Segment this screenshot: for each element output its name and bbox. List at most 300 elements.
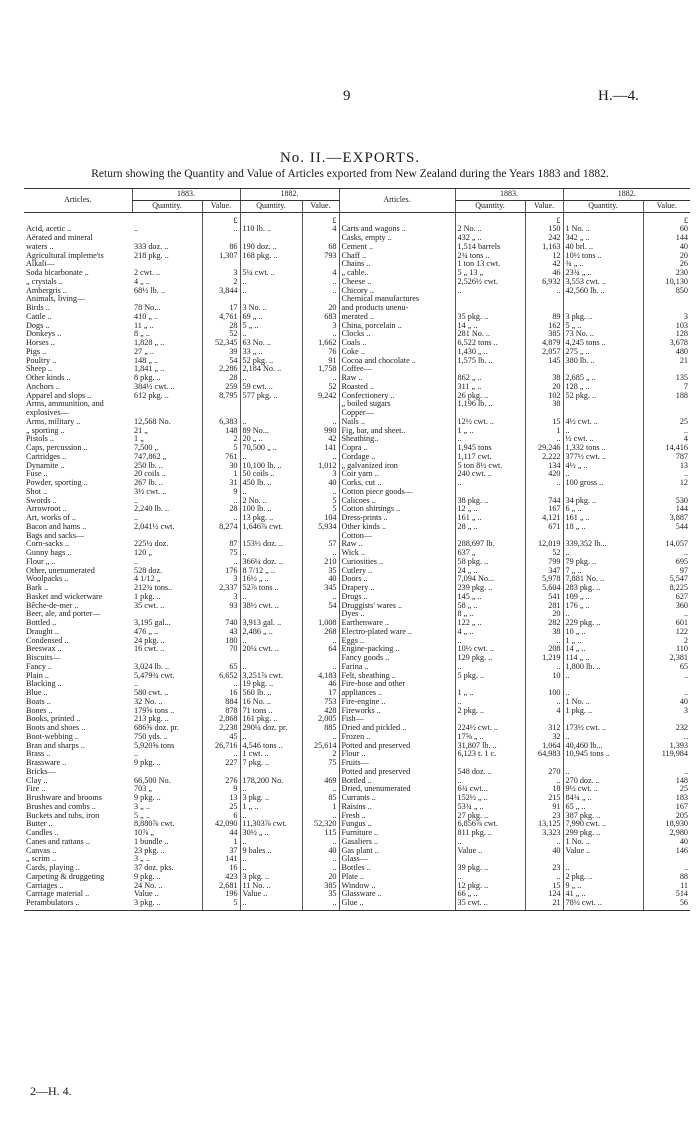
value-1883-right-cell: 102 [525,392,563,401]
quantity-1882-left-cell: .. [240,899,302,910]
quantity-1882-left-cell: 71 tons .. [240,707,302,716]
quantity-1883-right-cell: 145 „ .. [455,593,525,602]
value-1883-right-cell: 91 [525,803,563,812]
value-1882-right-cell: 148 [643,777,690,786]
quantity-1882-right-cell: 176 „ .. [563,602,643,611]
article-right-cell: Doors .. [339,575,455,584]
quantity-1882-left-cell: 3 pkg. .. [240,873,302,882]
quantity-1882-left-cell: 5 „ .. [240,322,302,331]
quantity-1883-right-cell: 1,196 lb. .. [455,400,525,409]
table-row [24,873,690,882]
quantity-1883-right-cell: .. [455,838,525,847]
article-right-cell: Chemical manufactures [339,295,455,304]
article-left-cell: „ scrim .. [26,855,57,864]
quantity-header: Quantity. [240,200,302,212]
value-1883-left-cell: 1 [202,838,240,847]
article-right-cell: Calicoes .. [339,497,455,506]
quantity-1882-left-cell: 2 No. .. [240,497,302,506]
quantity-1883-right-cell [455,212,525,225]
article-left-cell: Corn-sacks .. [26,540,69,549]
article-right-cell: Farina .. [339,663,455,672]
value-1883-right-cell: .. [525,777,563,786]
table-row [24,357,690,366]
value-1882-right-cell: 3 [643,707,690,716]
value-1883-right-cell: 23 [525,864,563,873]
quantity-1883-left-cell: 32 No. .. [134,697,163,706]
article-left-cell: Other, unenumerated [26,566,95,575]
quantity-1883-left-cell [132,400,202,409]
value-1883-right-cell: 100 [525,689,563,698]
value-1883-right-cell: 270 [525,768,563,777]
quantity-1882-right-cell: 339,352 lb... [563,540,643,549]
value-1883-right-cell: 4,121 [525,514,563,523]
article-left-cell: „ crystals .. [26,277,63,286]
quantity-1883-left-cell: 2 cwt. .. [134,269,161,277]
quantity-1882-left-cell: 70,500 „ .. [240,444,302,453]
article-right-cell: Flour .. [339,750,455,759]
article-right-cell: Plate .. [339,873,455,882]
value-1882-right-cell: 2,980 [643,829,690,838]
quantity-1882-right-cell: 1,332 tons .. [563,444,643,453]
article-right-cell: Chaff .. [339,252,455,261]
quantity-1883-left-cell: .. [134,496,139,505]
value-1882-left-cell: 1,008 [302,619,339,628]
quantity-1882-right-cell: 100 gross .. [563,479,643,488]
table-row [24,549,690,558]
quantity-1883-right-cell: 239 pkg. .. [455,584,525,593]
table-body [24,212,690,910]
value-1882-left-cell: .. [302,838,339,847]
value-1882-left-cell: .. [302,812,339,821]
article-right-cell: Dried and pickled .. [339,724,455,733]
value-1883-left-cell: .. [202,514,240,523]
value-1883-left-cell: .. [202,680,240,689]
quantity-1882-right-cell [563,400,643,409]
article-right-cell: Potted and preserved [339,742,455,751]
quantity-1882-right-cell: 3 pkg. .. [563,313,643,322]
value-1882-right-cell: 627 [643,593,690,602]
quantity-header: Quantity. [563,200,643,212]
article-right-cell: „ cable.. [339,269,455,278]
exports-table [24,188,690,911]
value-1883-right-cell: 242 [525,234,563,243]
article-left-cell: Bêche-de-mer .. [26,601,79,610]
value-1883-right-cell: 134 [525,462,563,471]
value-1882-left-cell: 40 [302,575,339,584]
value-1883-left-cell: 28 [202,322,240,331]
value-1882-left-cell: .. [302,549,339,558]
table-row [24,654,690,663]
value-1882-left-cell: .. [302,488,339,497]
quantity-1883-right-cell: 14 „ .. [455,322,525,331]
quantity-1882-right-cell [563,759,643,768]
table-row [24,470,690,479]
article-right-cell: Bottles .. [339,864,455,873]
table-row [24,785,690,794]
quantity-1883-right-cell: 53¾ „ .. [455,803,525,812]
quantity-1883-right-cell: 35 pkg. .. [455,313,525,322]
article-left-cell: Shot .. [26,487,48,496]
value-1882-right-cell: 544 [643,523,690,532]
table-row [24,532,690,541]
table-row [24,619,690,628]
year-1882-header-left: 1882. [240,189,339,201]
value-1882-right-cell [643,295,690,304]
quantity-1882-left-cell: .. [240,838,302,847]
value-1882-right-cell: 25 [643,785,690,794]
quantity-1883-right-cell: 8 „ .. [455,610,525,619]
value-1883-right-cell: 1,219 [525,654,563,663]
value-header: Value. [202,200,240,212]
value-1883-right-cell: 215 [525,794,563,803]
article-right-cell: Currants .. [339,794,455,803]
table-row [24,243,690,252]
article-left-cell: Bones .. [26,706,53,715]
quantity-1882-left-cell: .. [240,374,302,383]
value-1882-right-cell: 10,130 [643,278,690,287]
value-1883-right-cell: 1,163 [525,243,563,252]
article-left-cell: „ sporting .. [26,426,65,435]
quantity-1882-right-cell: .. [563,864,643,873]
value-1883-right-cell: 150 [525,225,563,234]
article-right-cell: Curiosities .. [339,558,455,567]
value-1883-left-cell: 8,795 [202,392,240,401]
quantity-1883-left-cell: 1,841 „ .. [134,365,165,374]
quantity-1883-right-cell: .. [455,663,525,672]
quantity-1883-right-cell: 35 cwt. .. [455,899,525,910]
quantity-1883-right-cell [455,680,525,689]
quantity-1882-right-cell: 342 „ .. [563,234,643,243]
article-right-cell: Cotton— [339,532,455,541]
quantity-1883-left-cell [132,260,202,269]
value-1883-left-cell: 423 [202,873,240,882]
article-left-cell: Clay .. [26,776,48,785]
quantity-1883-right-cell: .. [455,479,525,488]
value-1882-left-cell: .. [302,418,339,427]
table-row [24,645,690,654]
quantity-1883-left-cell [132,409,202,418]
table-row [24,663,690,672]
article-left-cell: Blacking .. [26,680,62,689]
table-row [24,497,690,506]
value-1882-right-cell: 4 [643,435,690,444]
value-1883-left-cell: 13 [202,794,240,803]
table-row [24,225,690,234]
quantity-1883-right-cell: 26 pkg. .. [455,392,525,401]
article-right-cell [339,212,455,225]
article-left-cell: Cattle .. [26,312,52,321]
value-1883-left-cell: 28 [202,374,240,383]
value-1883-left-cell: 3 [202,593,240,602]
article-right-cell: Fish— [339,715,455,724]
value-1882-right-cell: .. [643,689,690,698]
quantity-1882-left-cell: 1,646⅞ cwt. [240,523,302,532]
value-1882-right-cell: 14,416 [643,444,690,453]
value-1882-left-cell: 428 [302,707,339,716]
value-1882-left-cell: .. [302,374,339,383]
article-left-cell: Candles .. [26,829,59,837]
value-1883-right-cell: .. [525,663,563,672]
quantity-1882-left-cell: 16½ „ .. [240,575,302,584]
value-1883-left-cell: 52,345 [202,339,240,348]
quantity-1883-right-cell [455,488,525,497]
quantity-1883-left-cell: 21 „ [134,426,148,435]
value-1883-right-cell: 15 [525,882,563,891]
value-1882-left-cell: 54 [302,602,339,611]
article-right-cell: Nails .. [339,418,455,427]
value-1883-right-cell: 124 [525,890,563,899]
quantity-1882-left-cell: 178,200 No. [240,777,302,786]
article-left-cell: Caps, percussion .. [26,444,88,452]
quantity-1882-right-cell [563,488,643,497]
value-1882-left-cell: 345 [302,584,339,593]
value-1883-right-cell: 541 [525,593,563,602]
article-left-cell: Dynamite .. [26,461,65,470]
value-1882-left-cell: 683 [302,313,339,322]
value-1883-left-cell: 31 [202,479,240,488]
table-row [24,847,690,856]
value-1883-right-cell [525,715,563,724]
value-1883-right-cell [525,409,563,418]
quantity-1883-left-cell: 250 lb. .. [134,461,163,470]
value-1882-left-cell: 52 [302,383,339,392]
value-1882-left-cell: 9,242 [302,392,339,401]
article-left-cell: Powder, sporting .. [26,479,88,487]
value-1882-right-cell: .. [643,733,690,742]
article-right-cell: Wick .. [339,549,455,558]
value-1882-left-cell: 5 [302,505,339,514]
quantity-1882-right-cell [563,715,643,724]
quantity-1882-left-cell: 190 doz. .. [240,243,302,252]
value-1883-left-cell: 3 [202,575,240,584]
quantity-1882-left-cell: .. [240,549,302,558]
quantity-1883-right-cell [455,759,525,768]
article-left-cell [24,212,132,225]
quantity-1882-left-cell: 560 lb. .. [240,689,302,698]
quantity-1882-left-cell: 4,546 tons .. [240,742,302,751]
article-left-cell: Apparel and slops .. [26,391,92,400]
quantity-1882-left-cell [240,212,302,225]
article-left-cell: Agricultural impleme'ts [26,251,104,260]
value-1883-right-cell: 385 [525,330,563,339]
value-1882-left-cell: 104 [302,514,339,523]
quantity-1882-right-cell: 7,881 No. .. [563,575,643,584]
value-1883-left-cell: 761 [202,453,240,462]
quantity-1883-left-cell: 3,024 lb. .. [134,662,170,671]
article-left-cell: Acid, acetic .. [26,225,72,234]
value-1882-right-cell: .. [643,610,690,619]
value-1882-left-cell: 52,320 [302,820,339,829]
quantity-1882-right-cell: 1 No. .. [563,838,643,847]
table-row [24,252,690,261]
article-left-cell: Dogs .. [26,321,50,330]
quantity-1883-left-cell: 9 pkg. .. [134,872,161,881]
quantity-1883-left-cell [132,234,202,243]
value-1882-left-cell: 141 [302,444,339,453]
value-1882-left-cell: 469 [302,777,339,786]
article-left-cell: Gunny bags .. [26,549,72,557]
quantity-1883-right-cell: 17⅝ „ .. [455,733,525,742]
article-left-cell: Plain .. [26,671,49,680]
article-left-cell: Blue .. [26,689,48,697]
value-1882-left-cell: .. [302,637,339,646]
quantity-1882-right-cell: 79 pkg. .. [563,558,643,567]
article-left-cell: explosives— [26,409,69,417]
quantity-1882-left-cell: 2,184 No. .. [240,365,302,374]
quantity-1882-left-cell: .. [240,278,302,287]
quantity-1883-right-cell: 58 pkg. .. [455,558,525,567]
quantity-1883-right-cell: 122 „ .. [455,619,525,628]
table-row [24,733,690,742]
table-row [24,505,690,514]
value-1882-right-cell: 56 [643,899,690,910]
quantity-1883-left-cell: 8 pkg. .. [134,374,161,382]
quantity-1883-right-cell [455,855,525,864]
quantity-1882-right-cell: 40,460 lb... [563,742,643,751]
value-1882-left-cell: 20 [302,304,339,313]
value-1883-right-cell: .. [525,479,563,488]
quantity-1883-left-cell: 476 „ .. [134,627,159,636]
value-1883-left-cell: 1 [202,470,240,479]
value-1883-left-cell: 25 [202,803,240,812]
quantity-1882-right-cell: 9 „ .. [563,882,643,891]
value-1882-left-cell: 64 [302,645,339,654]
quantity-1882-left-cell: 50 coils .. [240,470,302,479]
value-1882-right-cell: 183 [643,794,690,803]
value-1882-right-cell: 13 [643,462,690,471]
quantity-1882-left-cell [240,768,302,777]
article-right-cell: appliances .. [339,689,455,698]
value-1882-right-cell [643,400,690,409]
quantity-1882-left-cell: 153½ doz. .. [240,540,302,549]
quantity-1882-right-cell: 2,685 „ .. [563,374,643,383]
article-right-cell: „ galvanized iron [339,462,455,471]
article-left-cell: Flour „ .. [26,557,56,566]
quantity-1882-left-cell: 9 bales .. [240,847,302,856]
quantity-1883-left-cell: 179⅝ tons .. [134,706,175,715]
quantity-1883-right-cell: 1,514 barrels [455,243,525,252]
value-1883-left-cell: 8,274 [202,523,240,532]
value-1882-right-cell: 65 [643,663,690,672]
value-1882-right-cell: 850 [643,287,690,296]
quantity-1883-left-cell [132,295,202,304]
quantity-1883-right-cell: 1 „ .. [455,427,525,436]
value-1883-left-cell: 4,761 [202,313,240,322]
quantity-1883-left-cell: 3 „ .. [134,855,150,864]
article-left-cell: Perambulators .. [24,899,132,910]
quantity-1882-right-cell: 73 No. .. [563,330,643,339]
quantity-1882-right-cell: 2 pkg. .. [563,873,643,882]
quantity-1883-left-cell: 410 „ .. [134,312,159,321]
value-1883-right-cell: 799 [525,558,563,567]
quantity-1882-left-cell: .. [240,593,302,602]
quantity-1882-right-cell: 78½ cwt. .. [563,899,643,910]
quantity-1883-right-cell: 1,575 lb. .. [455,357,525,366]
article-right-cell: Gas plant .. [339,847,455,856]
quantity-1882-right-cell: ¾ „ .. [563,260,643,269]
value-1883-right-cell: 145 [525,357,563,366]
value-1882-right-cell [643,715,690,724]
quantity-1882-left-cell: Value .. [240,890,302,899]
quantity-1882-right-cell: .. [563,689,643,698]
article-left-cell: Brass .. [26,750,51,759]
quantity-header: Quantity. [132,200,202,212]
quantity-1883-right-cell: 6¾ cwt... [455,785,525,794]
table-row [24,269,690,278]
table-row [24,523,690,532]
quantity-1882-right-cell: 4,245 tons .. [563,339,643,348]
quantity-1882-right-cell: .. [563,672,643,681]
table-row [24,890,690,899]
quantity-1883-left-cell: 8,880⅞ cwt. [134,820,175,829]
table-row [24,803,690,812]
value-1883-right-cell: 32 [525,733,563,742]
table-row [24,759,690,768]
value-1883-right-cell [525,759,563,768]
quantity-1882-left-cell: 52 pkg. .. [240,357,302,366]
quantity-1882-left-cell: 38½ cwt. .. [240,602,302,611]
article-right-cell: Cotton piece goods— [339,488,455,497]
article-left-cell: waters .. [26,242,54,251]
quantity-1883-left-cell: 3,195 gal... [134,619,171,627]
table-row [24,322,690,331]
quantity-1882-right-cell: .. [563,768,643,777]
value-1883-right-cell: 12,019 [525,540,563,549]
article-left-cell: Sheep .. [26,365,53,374]
quantity-1883-left-cell: 120 „ [134,549,152,557]
quantity-1882-left-cell [240,400,302,409]
quantity-1882-right-cell [563,680,643,689]
quantity-1882-left-cell: .. [240,864,302,873]
value-1882-right-cell: 514 [643,890,690,899]
article-right-cell: Confectionery .. [339,392,455,401]
quantity-1882-right-cell: 5 „ .. [563,322,643,331]
article-left-cell: Boot-webbing .. [26,732,79,741]
value-1882-left-cell [302,654,339,663]
table-row [24,602,690,611]
value-1882-left-cell: .. [302,855,339,864]
value-1882-right-cell: 11 [643,882,690,891]
value-1882-left-cell [302,532,339,541]
quantity-1883-left-cell [132,768,202,777]
value-1883-left-cell: 45 [202,733,240,742]
article-right-cell: Copper— [339,409,455,418]
quantity-1883-right-cell: 5 „ 13 „ [455,269,525,278]
quantity-1883-left-cell: 5,479¾ cwt. [134,671,175,680]
value-1883-left-cell: 37 [202,847,240,856]
value-1882-left-cell [302,409,339,418]
quantity-1883-right-cell: 66 „ .. [455,890,525,899]
article-right-cell: Clocks .. [339,330,455,339]
value-1883-right-cell: 38 [525,374,563,383]
article-right-cell: Raisins .. [339,803,455,812]
value-1883-right-cell: 167 [525,505,563,514]
value-1883-left-cell: 5 [202,444,240,453]
articles-header-left: Articles. [24,189,132,213]
quantity-1882-right-cell: 10½ tons .. [563,252,643,261]
article-left-cell: Soda bicarbonate .. [26,269,89,277]
value-1883-left-cell: 259 [202,383,240,392]
article-right-cell: Drugs .. [339,593,455,602]
value-1883-right-cell: .. [525,838,563,847]
table-row [24,707,690,716]
article-left-cell: Buckets and tubs, iron [26,811,100,820]
quantity-1883-right-cell: .. [455,287,525,296]
article-left-cell: Brassware .. [26,759,67,767]
value-1882-right-cell [643,409,690,418]
quantity-1882-right-cell: 275 „ .. [563,348,643,357]
quantity-1882-left-cell: 59 cwt. .. [240,383,302,392]
